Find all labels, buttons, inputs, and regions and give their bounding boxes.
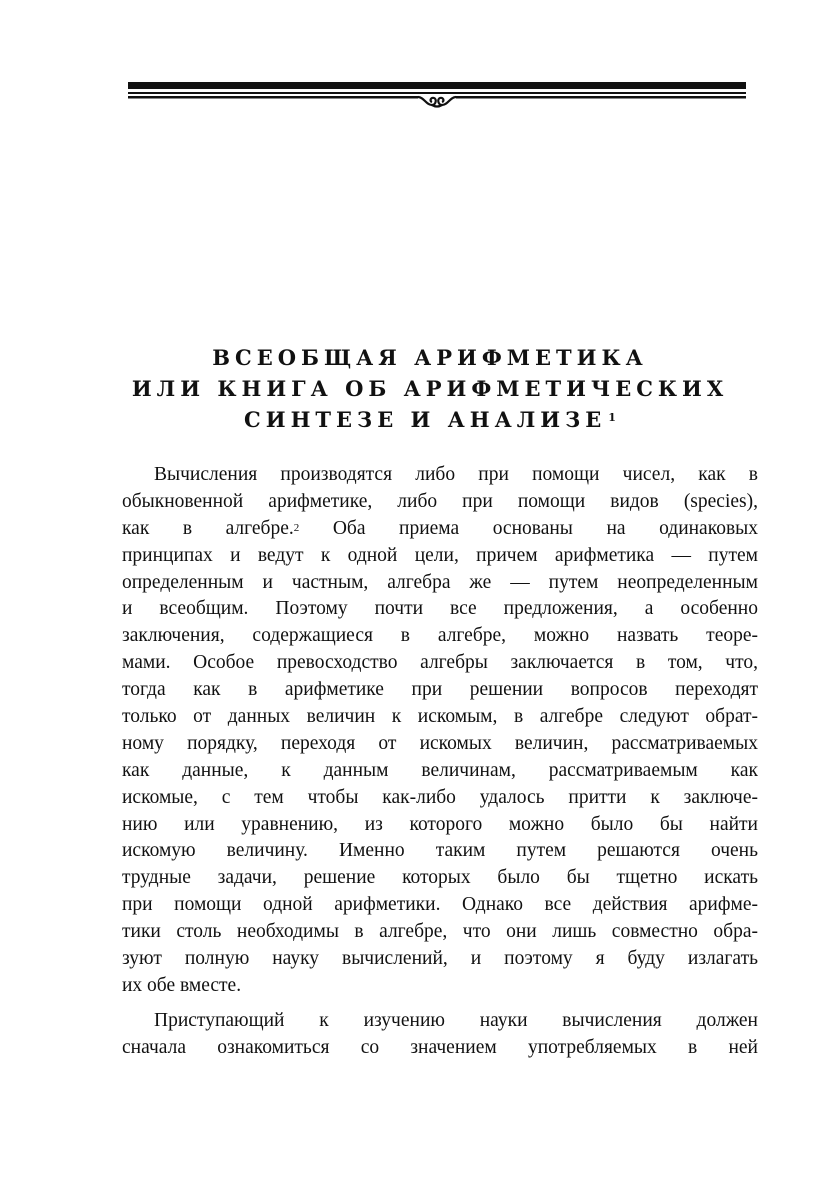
text-line [122,516,758,543]
footnote-marker: 2 [293,521,300,534]
text-line: искомые, с тем чтобы как-либо удалось притти к заключе- [122,786,758,808]
title-line-3 [80,404,780,435]
text-line: искомую величину. Именно таким путем решаются очень [122,840,758,862]
text-line: нию или уравнению, из которого можно было бы найти [122,813,758,835]
body-text [122,462,758,1062]
book-title [80,342,780,435]
text-line: тогда как в арифметике при решении вопросов переходят [122,679,758,701]
ornament-scroll-icon [418,97,456,107]
text-line-part: как в алгебре. [122,517,294,539]
text-line: заключения, содержащиеся в алгебре, можно назвать теоре- [122,625,758,647]
text-line: при помощи одной арифметики. Однако все действия арифме- [122,894,758,916]
text-line: определенным и частным, алгебра же — путем неопределенным [122,571,758,593]
paragraph-2 [122,1008,758,1062]
text-line: трудные задачи, решение которых было бы тщетно искать [122,867,758,889]
text-line: только от данных величин к искомым, в алгебре следуют обрат- [122,706,758,728]
text-line: Вычисления производятся либо при помощи чисел, как в [154,464,758,485]
text-line: зуют полную науку вычислений, и поэтому я буду излагать [122,948,758,970]
text-line: мами. Особое превосходство алгебры заключается в том, что, [122,652,758,674]
title-line-3-text: СИНТЕЗЕ И АНАЛИЗЕ [244,407,607,432]
ornament-right-rule [456,96,746,99]
text-line: принципах и ведут к одной цели, причем арифметика — путем [122,544,758,566]
ornament-thin-rule [128,92,746,94]
ornament-left-rule [128,96,418,99]
title-line-2: ИЛИ КНИГА ОБ АРИФМЕТИЧЕСКИХ [131,376,729,401]
text-line: обыкновенной арифметике, либо при помощи видов (species), [122,490,758,512]
text-line: их обе вместе. [122,974,242,996]
header-ornament [128,80,746,116]
text-line: как данные, к данным величинам, рассматриваемым как [122,759,758,781]
title-line-1: ВСЕОБЩАЯ АРИФМЕТИКА [212,345,648,370]
ornament-thick-rule [128,82,746,89]
title-footnote-marker: 1 [608,411,616,424]
text-line: и всеобщим. Поэтому почти все предложения, а особенно [122,598,758,620]
text-line: Приступающий к изучению науки вычисления должен [154,1009,758,1031]
text-line: тики столь необходимы в алгебре, что они лишь совместно обра- [122,921,758,943]
text-line: сначала ознакомиться со значением употребляемых в ней [122,1036,758,1058]
text-line: ному порядку, переходя от искомых величин, рассматриваемых [122,732,758,754]
paragraph-1 [122,462,758,1000]
text-line-part: Оба приема основаны на одинаковых [332,517,759,539]
